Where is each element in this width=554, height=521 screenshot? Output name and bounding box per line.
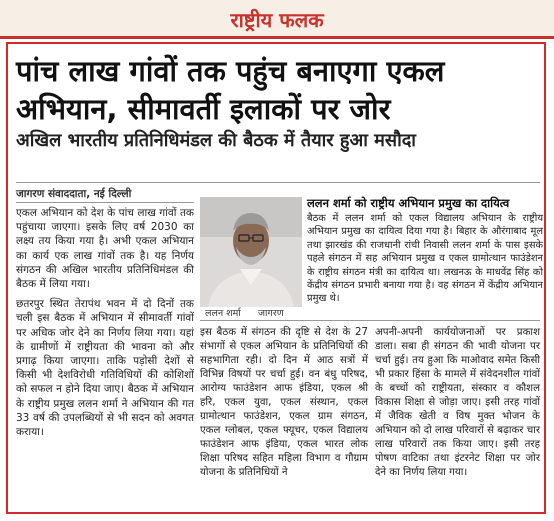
photo-caption-source: जागरण: [258, 308, 284, 319]
paragraph: अपनी-अपनी कार्ययोजनाओं पर प्रकाश डाला। सबा ही संगठन की भावी योजना पर चर्चा हुई। तय हुआ कि माओवाद समेत किसी भी प्रकार हिंसा के मामले में संवेदनशील गांवों के बच्चों को राष्ट्रीयता, संस्कार व कौशल विकास शिक्षा से जोड़ा जाए। इसी तरह गांवों में जैविक खेती व विष मुक्त भोजन के अभियान को दो लाख परिवारों से बढ़ाकर चार लाख परिवारों तक किया जाए। इसी तरह पोषण वाटिका तथा इंटरनेट शिक्षा पर जोर देने का निर्णय लिया गया।: [375, 327, 540, 478]
headline: पांच लाख गांवों तक पहुंच बनाएगा एकल अभियान, सीमावर्ती इलाकों पर जोर: [16, 54, 445, 126]
column-3: [375, 326, 540, 486]
photo-caption-name: ललन शर्मा: [205, 308, 241, 319]
paragraph: इस बैठक में संगठन की दृष्टि से देश के 27 संभागों से एकल अभियान के प्रतिनिधियों की सहभागिता रही। दो दिन में आठ सत्रों में विभिन्न विषयों पर चर्चा हुई। वन बंधु परिषद, आरोग्य फाउंडेशन आफ इंडिया, एकल श्री हरि, एकल युवा, एकल संस्थान, एकल ग्रामोत्थान फाउंडेशन, एकल ग्राम संगठन, एकल ग्लोबल, एकल फ्यूचर, एकल विद्यालय फाउंडेशन आफ इंडिया, एकल भारत लोक शिक्षा परिषद सहित महिला विभाग व गौग्राम योजना के प्रतिनिधियों ने: [200, 327, 368, 478]
subheadline: अखिल भारतीय प्रतिनिधिमंडल की बैठक में तैयार हुआ मसौदा: [16, 130, 416, 151]
section-header-band: [0, 0, 554, 39]
divider: [200, 320, 540, 321]
sidebox-title: ललन शर्मा को राष्ट्रीय अभियान प्रमुख का दायित्व: [307, 196, 510, 210]
byline-divider: [16, 202, 194, 203]
paragraph: एकल अभियान को देश के पांच लाख गांवों तक पहुंचाया जाएगा। इसके लिए वर्ष 2030 का लक्ष्य तय किया गया है। अभी एकल अभियान का कार्य एक लाख गांवों तक है। यह निर्णय संगठन की अखिल भारतीय प्रतिनिधिमंडल की बैठक में लिया गया।: [16, 207, 194, 291]
column-1: [16, 206, 194, 445]
section-title: राष्ट्रीय फलक: [230, 8, 324, 32]
portrait-photo: [200, 197, 302, 307]
sidebox-body: बैठक में ललन शर्मा को एकल विद्यालय अभियान के राष्ट्रीय अभियान प्रमुख का दायित्व दिया गया है। बिहार के औरंगाबाद मूल तथा झारखंड की राजधानी रांची निवासी ललन शर्मा के पास इसके पहले संगठन में सह अभियान प्रमुख व एकल ग्रामोत्थान फाउंडेशन के राष्ट्रीय संगठन मंत्री का दायित्व था। लखनऊ के माधवेंद्र सिंह को केंद्रीय संगठन प्रभारी बनाया गया है। वह संगठन में केंद्रीय अभियान प्रमुख थे।: [307, 213, 543, 305]
byline: जागरण संवाददाता, नई दिल्ली: [16, 188, 132, 200]
divider: [16, 182, 540, 183]
column-2: [200, 326, 368, 486]
paragraph: छतरपुर स्थित तेरापंथ भवन में दो दिनों तक चली इस बैठक में अभियान में सीमावर्ती गांवों पर अधिक जोर देने का निर्णय लिया गया। यहां के ग्रामीणों में राष्ट्रीयता की भावना को और प्रगाढ़ किया जाएगा। ताकि पड़ोसी देशों से किसी भी देशविरोधी गतिविधियों की कोशिशों को सफल न होने दिया जाए। बैठक में अभियान के राष्ट्रीय प्रमुख ललन शर्मा ने अभियान की गत 33 वर्ष की उपलब्धियों से भी सदन को अवगत कराया।: [16, 298, 194, 439]
